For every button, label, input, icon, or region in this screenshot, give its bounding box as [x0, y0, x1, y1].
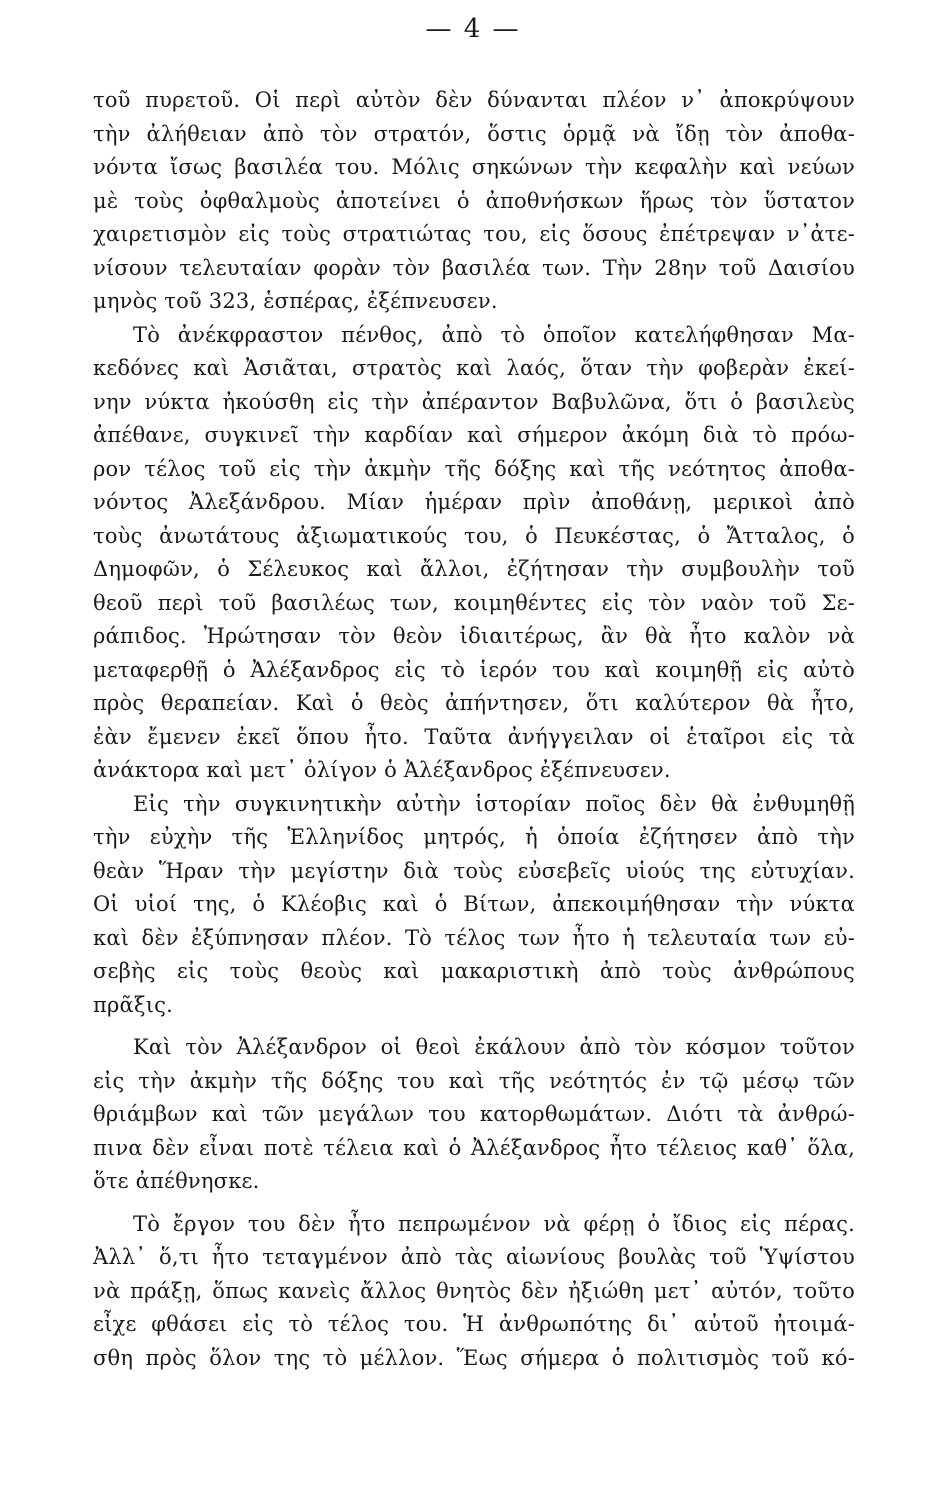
text-line: χαιρετισμὸν εἰς τοὺς στρατιώτας του, εἰς ὅσους ἐπέτρεψαν ν᾽ἀτε-	[93, 222, 855, 246]
paragraph	[93, 1208, 855, 1376]
text-line: σθη πρὸς ὅλον της τὸ μέλλον. Ἕως σήμερα ὁ πολιτισμὸς τοῦ κό-	[93, 1345, 855, 1370]
text-line: τοῦ πυρετοῦ. Οἱ περὶ αὐτὸν δὲν δύνανται πλέον ν᾽ ἀποκρύψουν	[93, 88, 855, 112]
text-line: πινα δὲν εἶναι ποτὲ τέλεια καὶ ὁ Ἀλέξανδρος ἦτο τέλειος καθ᾽ ὅλα,	[93, 1135, 855, 1160]
text-line: μὲ τοὺς ὀφθαλμοὺς ἀποτείνει ὁ ἀποθνήσκων ἥρως τὸν ὕστατον	[93, 188, 855, 213]
text-line: ράπιδος. Ἠρώτησαν τὸν θεὸν ἰδιαιτέρως, ἂν θὰ ἦτο καλὸν νὰ	[93, 624, 855, 648]
paragraph-gap	[93, 1022, 855, 1031]
body-text	[93, 84, 855, 1375]
page-number: — 4 —	[425, 14, 521, 44]
text-line: Εἰς τὴν συγκινητικὴν αὐτὴν ἱστορίαν ποῖος δὲν θὰ ἐνθυμηθῇ	[133, 791, 855, 816]
text-line: μεταφερθῇ ὁ Ἀλέξανδρος εἰς τὸ ἱερόν του καὶ κοιμηθῇ εἰς αὐτὸ	[93, 657, 855, 682]
text-line: καὶ δὲν ἐξύπνησαν πλέον. Τὸ τέλος των ἦτο ἡ τελευταία των εὐ-	[93, 925, 855, 950]
text-line: Τὸ ἀνέκφραστον πένθος, ἀπὸ τὸ ὁποῖον κατελήφθησαν Μα-	[133, 322, 855, 347]
text-line: τοὺς ἀνωτάτους ἀξιωματικούς του, ὁ Πευκέστας, ὁ Ἄτταλος, ὁ	[93, 523, 855, 548]
text-line: νόντα ἴσως βασιλέα του. Μόλις σηκώνων τὴν κεφαλὴν καὶ νεύων	[93, 155, 855, 179]
text-line: σεβὴς εἰς τοὺς θεοὺς καὶ μακαριστικὴ ἀπὸ τοὺς ἀνθρώπους	[93, 959, 855, 983]
text-line: νὰ πράξῃ, ὅπως κανεὶς ἄλλος θνητὸς δὲν ἠξιώθη μετ᾽ αὐτόν, τοῦτο	[93, 1278, 855, 1303]
text-line: πρᾶξις.	[93, 992, 173, 1017]
text-line: ρον τέλος τοῦ εἰς τὴν ἀκμὴν τῆς δόξης καὶ τῆς νεότητος ἀποθα-	[93, 456, 855, 481]
text-line: θριάμβων καὶ τῶν μεγάλων του κατορθωμάτων. Διότι τὰ ἀνθρώ-	[93, 1102, 855, 1126]
paragraph-gap	[93, 1199, 855, 1208]
text-line: ἀπέθανε, συγκινεῖ τὴν καρδίαν καὶ σήμερον ἀκόμη διὰ τὸ πρόω-	[93, 423, 855, 447]
text-line: ἐὰν ἔμενεν ἐκεῖ ὅπου ἦτο. Ταῦτα ἀνήγγειλαν οἱ ἑταῖροι εἰς τὰ	[93, 724, 855, 749]
text-line: νόντος Ἀλεξάνδρου. Μίαν ἡμέραν πρὶν ἀποθάνῃ, μερικοὶ ἀπὸ	[93, 490, 855, 514]
text-line: κεδόνες καὶ Ἀσιᾶται, στρατὸς καὶ λαός, ὅταν τὴν φοβερὰν ἐκεί-	[93, 356, 855, 380]
paragraph	[93, 84, 855, 319]
text-line: νίσουν τελευταίαν φορὰν τὸν βασιλέα των. Τὴν 28ην τοῦ Δαισίου	[93, 255, 855, 280]
paragraph	[93, 1031, 855, 1199]
text-line: νην νύκτα ἠκούσθη εἰς τὴν ἀπέραντον Βαβυλῶνα, ὅτι ὁ βασιλεὺς	[93, 389, 855, 414]
text-line: εἶχε φθάσει εἰς τὸ τέλος του. Ἡ ἀνθρωπότης δι᾽ αὐτοῦ ἠτοιμά-	[93, 1312, 855, 1336]
text-line: εἰς τὴν ἀκμὴν τῆς δόξης του καὶ τῆς νεότητός ἐν τῷ μέσῳ τῶν	[93, 1068, 855, 1093]
text-line: Δημοφῶν, ὁ Σέλευκος καὶ ἄλλοι, ἐζήτησαν τὴν συμβουλὴν τοῦ	[93, 557, 855, 581]
text-line: τὴν εὐχὴν τῆς Ἑλληνίδος μητρός, ἡ ὁποία ἐζήτησεν ἀπὸ τὴν	[93, 825, 855, 849]
text-line: θεὰν Ἥραν τὴν μεγίστην διὰ τοὺς εὐσεβεῖς υἱούς της εὐτυχίαν.	[93, 858, 855, 883]
text-line: τὴν ἀλήθειαν ἀπὸ τὸν στρατόν, ὅστις ὁρμᾷ νὰ ἴδῃ τὸν ἀποθα-	[93, 121, 855, 146]
text-line: μηνὸς τοῦ 323, ἑσπέρας, ἐξέπνευσεν.	[93, 289, 498, 313]
text-line: θεοῦ περὶ τοῦ βασιλέως των, κοιμηθέντες εἰς τὸν ναὸν τοῦ Σε-	[93, 590, 855, 615]
text-line: ἀνάκτορα καὶ μετ᾽ ὀλίγον ὁ Ἀλέξανδρος ἐξέπνευσεν.	[93, 758, 671, 782]
paragraph	[93, 788, 855, 1023]
text-line: Τὸ ἔργον του δὲν ἦτο πεπρωμένον νὰ φέρῃ ὁ ἴδιος εἰς πέρας.	[133, 1211, 855, 1236]
text-line: πρὸς θεραπείαν. Καὶ ὁ θεὸς ἀπήντησεν, ὅτι καλύτερον θὰ ἦτο,	[93, 691, 855, 715]
text-line: Ἀλλ᾽ ὅ,τι ἦτο τεταγμένον ἀπὸ τὰς αἰωνίους βουλὰς τοῦ Ὑψίστου	[93, 1245, 855, 1269]
text-line: Καὶ τὸν Ἀλέξανδρον οἱ θεοὶ ἐκάλουν ἀπὸ τὸν κόσμον τοῦτον	[133, 1035, 855, 1059]
text-line: ὅτε ἀπέθνησκε.	[93, 1169, 260, 1193]
text-line: Οἱ υἱοί της, ὁ Κλέοβις καὶ ὁ Βίτων, ἀπεκοιμήθησαν τὴν νύκτα	[93, 892, 855, 916]
paragraph	[93, 319, 855, 788]
